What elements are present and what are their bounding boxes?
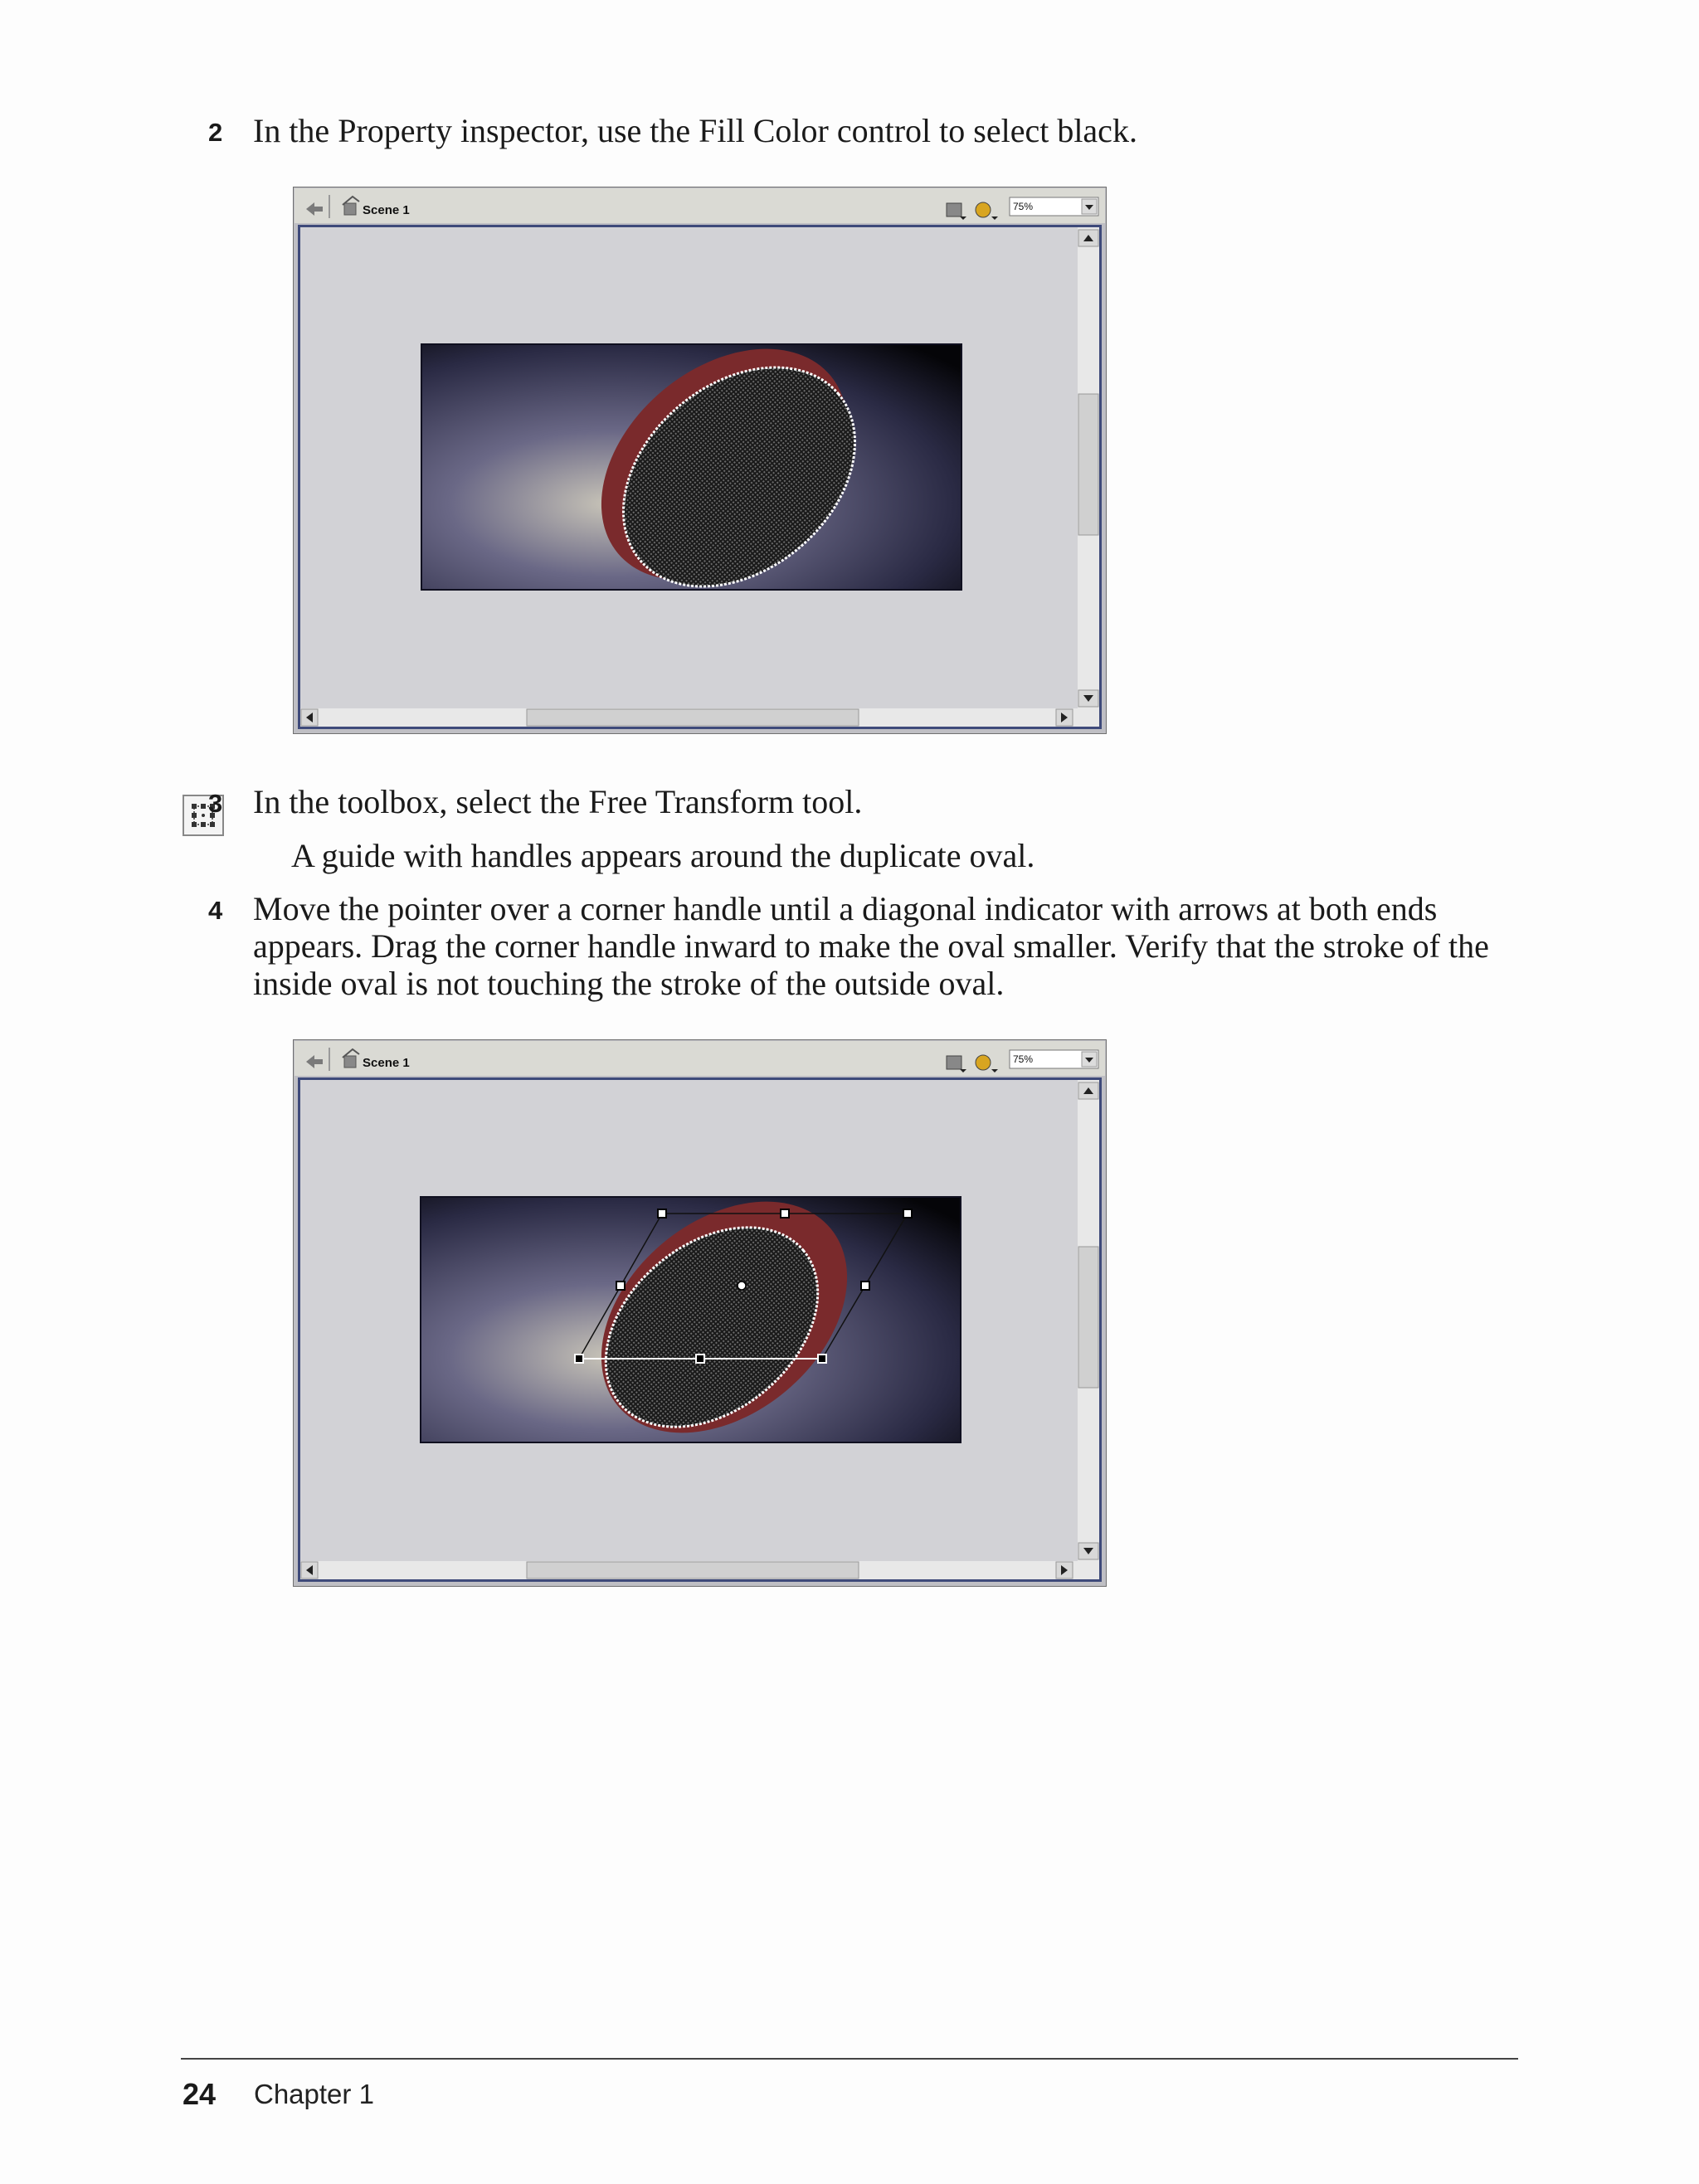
step-text: In the Property inspector, use the Fill Color control to select black.: [253, 112, 1137, 149]
page-number: 24: [183, 2077, 217, 2111]
zoom-value: 75%: [1013, 1053, 1034, 1065]
step-number: 3: [208, 789, 223, 818]
transform-handle[interactable]: [818, 1355, 826, 1363]
step-number: 4: [208, 896, 223, 925]
stage-screenshot-2: [293, 1039, 1107, 1587]
step-text: Move the pointer over a corner handle until a diagonal indicator with arrows at both ends appears. Drag the corner handle inward to make the oval smaller. Verify that the stroke of the inside oval is not touching the stroke of the outside oval.: [253, 890, 1489, 1002]
transform-handle[interactable]: [575, 1355, 583, 1363]
scene-label: Scene 1: [363, 1056, 410, 1070]
transform-handle[interactable]: [781, 1209, 789, 1218]
transform-handle[interactable]: [658, 1209, 666, 1218]
chapter-label: Chapter 1: [254, 2079, 374, 2109]
step-text: In the toolbox, select the Free Transform tool.: [253, 783, 863, 820]
transform-center-point[interactable]: [738, 1282, 746, 1290]
footer-rule: [181, 2058, 1518, 2060]
scene-label: Scene 1: [363, 203, 410, 217]
step-2: [208, 112, 1531, 149]
stage-screenshot-1: [293, 187, 1107, 734]
step-4: [208, 890, 1531, 1002]
transform-handle[interactable]: [696, 1355, 704, 1363]
vertical-scrollbar[interactable]: [1078, 1080, 1099, 1561]
zoom-value: 75%: [1013, 201, 1034, 212]
transform-handle[interactable]: [616, 1282, 625, 1290]
step-3-note: A guide with handles appears around the duplicate oval.: [291, 837, 1035, 874]
horizontal-scrollbar[interactable]: [300, 1561, 1099, 1579]
transform-handle[interactable]: [861, 1282, 869, 1290]
vertical-scrollbar[interactable]: [1078, 227, 1099, 708]
step-number: 2: [208, 118, 223, 147]
step-3: [208, 783, 1531, 820]
transform-handle[interactable]: [903, 1209, 912, 1218]
horizontal-scrollbar[interactable]: [300, 708, 1099, 727]
